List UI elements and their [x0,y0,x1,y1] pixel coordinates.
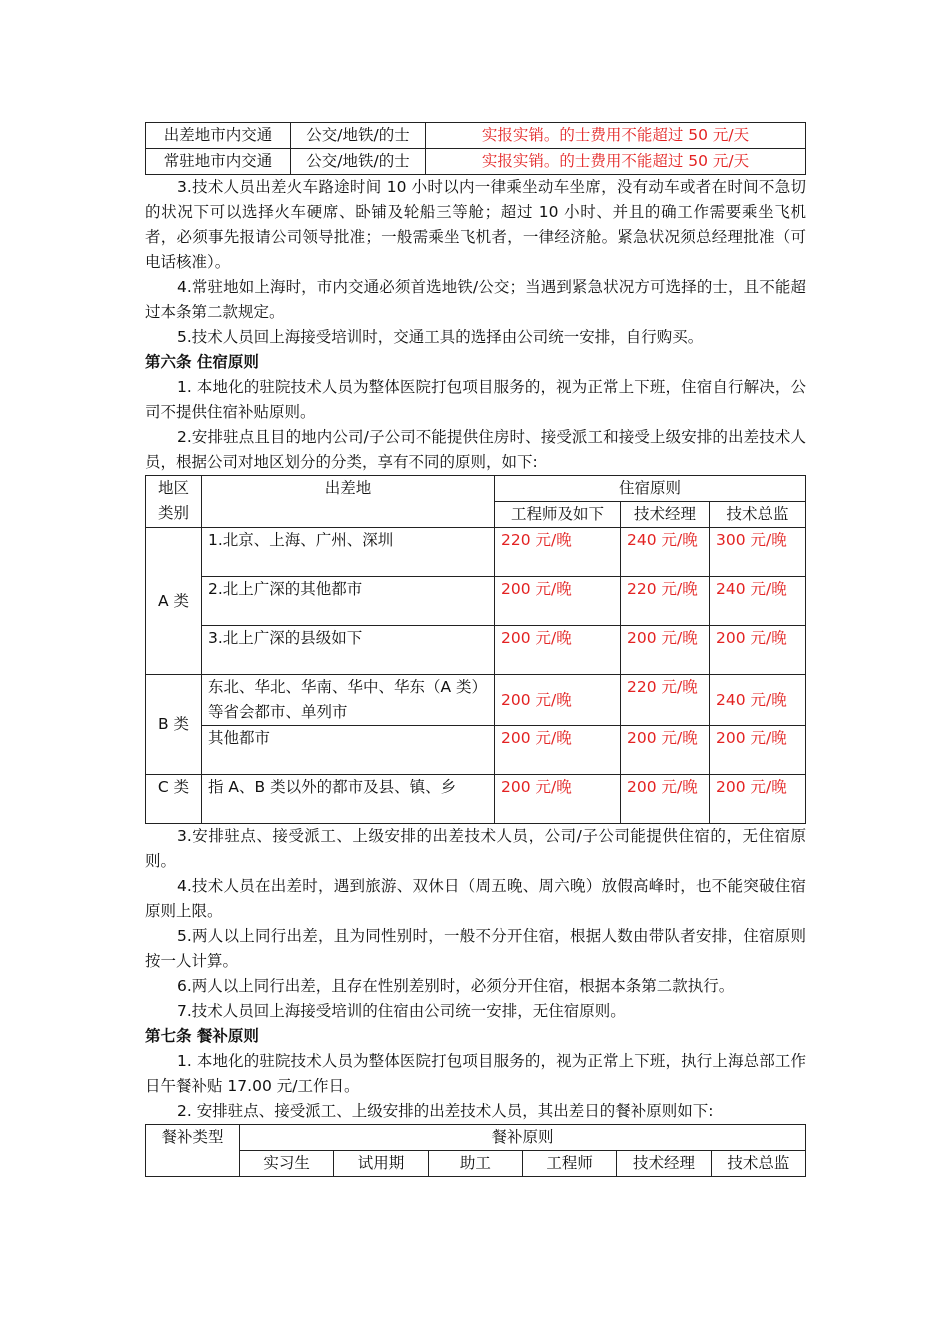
table-row [146,577,806,626]
header-manager: 技术经理 [617,1151,711,1177]
transport-table [145,122,806,175]
director-rate: 300 元/晚 [710,528,806,577]
document-page [145,122,806,1177]
destination-cell: 东北、华北、华南、华中、华东（A 类）等省会都市、单列市 [202,675,495,726]
director-rate: 240 元/晚 [710,675,806,726]
region-category: C 类 [146,775,202,824]
section-6-para-3: 3.安排驻点、接受派工、上级安排的出差技术人员，公司/子公司能提供住宿的，无住宿原则。 [145,827,806,870]
director-rate: 200 元/晚 [710,626,806,675]
section-6-title: 第六条 住宿原则 [145,353,259,371]
transport-mode: 公交/地铁/的士 [291,123,426,149]
header-meal-type: 餐补类型 [146,1125,240,1177]
destination-cell: 指 A、B 类以外的都市及县、镇、乡 [202,775,495,824]
paragraph-4: 4.常驻地如上海时，市内交通必须首选地铁/公交；当遇到紧急状况方可选择的士，且不能超过本条第二款规定。 [145,278,806,321]
header-engineer: 工程师 [522,1151,616,1177]
table-row [146,675,806,726]
section-7-title: 第七条 餐补原则 [145,1027,259,1045]
destination-cell: 其他都市 [202,726,495,775]
transport-rule: 实报实销。的士费用不能超过 50 元/天 [426,149,806,175]
table-header-row [146,1125,806,1151]
region-category: A 类 [146,528,202,675]
section-7-para-1: 1. 本地化的驻院技术人员为整体医院打包项目服务的，视为正常上下班，执行上海总部工作日午餐补贴 17.00 元/工作日。 [145,1052,806,1095]
transport-rule: 实报实销。的士费用不能超过 50 元/天 [426,123,806,149]
engineer-rate: 200 元/晚 [495,626,621,675]
header-assistant-engineer: 助工 [428,1151,522,1177]
header-probation: 试用期 [334,1151,428,1177]
engineer-rate: 200 元/晚 [495,726,621,775]
meal-allowance-table [145,1124,806,1177]
header-lodging-standard: 住宿原则 [495,476,806,502]
table-row [146,123,806,149]
region-category: B 类 [146,675,202,775]
manager-rate: 220 元/晚 [621,577,710,626]
header-engineer: 工程师及如下 [495,502,621,528]
manager-rate: 220 元/晚 [621,675,710,726]
manager-rate: 200 元/晚 [621,726,710,775]
paragraph-5: 5.技术人员回上海接受培训时，交通工具的选择由公司统一安排，自行购买。 [177,328,704,346]
header-director: 技术总监 [711,1151,805,1177]
section-6-para-1: 1. 本地化的驻院技术人员为整体医院打包项目服务的，视为正常上下班，住宿自行解决，公司不提供住宿补贴原则。 [145,378,806,421]
transport-mode: 公交/地铁/的士 [291,149,426,175]
director-rate: 200 元/晚 [710,726,806,775]
header-manager: 技术经理 [621,502,710,528]
header-intern: 实习生 [240,1151,334,1177]
table-row [146,726,806,775]
paragraph-3: 3.技术人员出差火车路途时间 10 小时以内一律乘坐动车坐席，没有动车或者在时间不急切的状况下可以选择火车硬席、卧铺及轮船三等舱；超过 10 小时、并且的确工作需要乘坐飞机者，必须事先报请公司领导批准；一般需乘坐飞机者，一律经济舱。紧急状况须总经理批准（可电话核准）。 [145,178,806,271]
engineer-rate: 200 元/晚 [495,675,621,726]
manager-rate: 200 元/晚 [621,775,710,824]
section-6-para-4: 4.技术人员在出差时，遇到旅游、双休日（周五晚、周六晚）放假高峰时，也不能突破住宿原则上限。 [145,877,806,920]
engineer-rate: 200 元/晚 [495,775,621,824]
engineer-rate: 200 元/晚 [495,577,621,626]
table-row [146,528,806,577]
transport-item: 出差地市内交通 [146,123,291,149]
header-region: 地区类别 [146,476,202,528]
engineer-rate: 220 元/晚 [495,528,621,577]
table-header-row [146,476,806,502]
transport-item: 常驻地市内交通 [146,149,291,175]
section-6-para-6: 6.两人以上同行出差，且存在性别差别时，必须分开住宿，根据本条第二款执行。 [177,977,735,995]
header-destination: 出差地 [202,476,495,528]
table-row [146,775,806,824]
table-row [146,626,806,675]
director-rate: 240 元/晚 [710,577,806,626]
destination-cell: 3.北上广深的县级如下 [202,626,495,675]
manager-rate: 200 元/晚 [621,626,710,675]
destination-cell: 1.北京、上海、广州、深圳 [202,528,495,577]
director-rate: 200 元/晚 [710,775,806,824]
table-header-row [146,1151,806,1177]
header-director: 技术总监 [710,502,806,528]
section-6-para-2: 2.安排驻点且目的地内公司/子公司不能提供住房时、接受派工和接受上级安排的出差技术人员，根据公司对地区划分的分类，享有不同的原则，如下: [145,428,806,471]
section-7-para-2: 2. 安排驻点、接受派工、上级安排的出差技术人员，其出差日的餐补原则如下: [177,1102,714,1120]
header-meal-standard: 餐补原则 [240,1125,806,1151]
lodging-table [145,475,806,824]
manager-rate: 240 元/晚 [621,528,710,577]
section-6-para-5: 5.两人以上同行出差，且为同性别时，一般不分开住宿，根据人数由带队者安排，住宿原则按一人计算。 [145,927,806,970]
destination-cell: 2.北上广深的其他都市 [202,577,495,626]
table-row [146,149,806,175]
section-6-para-7: 7.技术人员回上海接受培训的住宿由公司统一安排，无住宿原则。 [177,1002,626,1020]
